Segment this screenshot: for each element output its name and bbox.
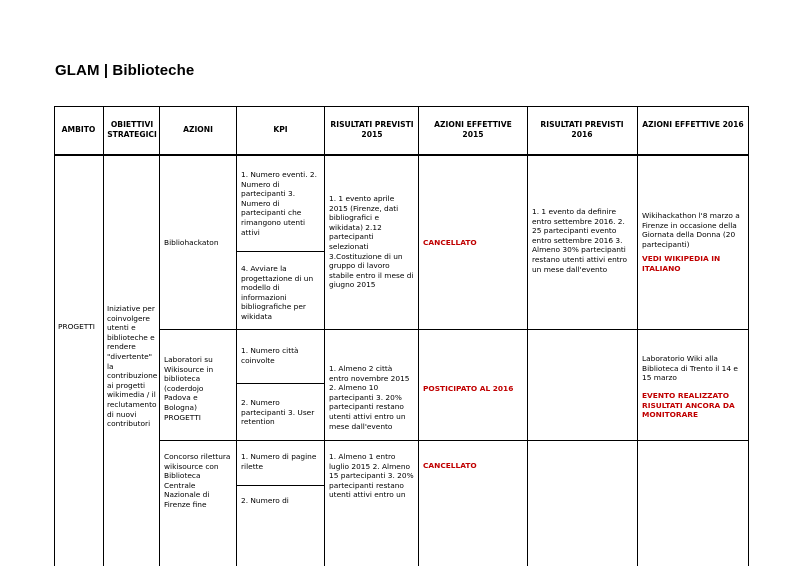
kpi-divider <box>236 251 324 252</box>
column-divider <box>103 106 104 566</box>
header-risultati-2016: RISULTATI PREVISTI 2016 <box>540 120 624 139</box>
risultati-2015-cell: 1. 1 evento aprile 2015 (Firenze, dati bibliografici e wikidata) 2.12 partecipanti selezionati 3.Costituzione di un gruppo di lavoro stabile entro il mese di giugno 2015 <box>329 194 414 290</box>
kpi-cell: 1. Numero di pagine rilette <box>241 452 317 471</box>
obiettivo-cell: Iniziative per coinvolgere utenti e biblioteche e rendere "divertente" la contribuzione ai progetti wikimedia / il reclutamento di nuovi contributori <box>107 304 158 429</box>
header-effettive-2016: AZIONI EFFETTIVE 2016 <box>642 120 744 129</box>
header-ambito: AMBITO <box>61 125 96 134</box>
header-azioni: AZIONI <box>183 125 213 134</box>
azione-cell: Laboratori su Wikisource in biblioteca (coderdojo Padova e Bologna) PROGETTI <box>164 355 214 422</box>
header-obiettivi: OBIETTIVI STRATEGICI <box>107 120 157 139</box>
status-badge: CANCELLATO <box>423 238 477 247</box>
table-border-right <box>748 106 749 566</box>
header-risultati-2015: RISULTATI PREVISTI 2015 <box>330 120 414 139</box>
page-title: GLAM | Biblioteche <box>55 62 195 79</box>
kpi-cell: 2. Numero di <box>241 496 289 505</box>
column-divider <box>324 106 325 566</box>
risultati-2015-cell: 1. Almeno 1 entro luglio 2015 2. Almeno 15 partecipanti 3. 20% partecipanti restano utenti attivi entro un <box>329 452 414 500</box>
status-note: EVENTO REALIZZATO RISULTATI ANCORA DA MONITORARE <box>642 391 735 420</box>
status-note: VEDI WIKIPEDIA IN ITALIANO <box>642 254 721 273</box>
column-divider <box>418 106 419 566</box>
kpi-cell: 2. Numero partecipanti 3. User retention <box>241 398 315 427</box>
table-border-left <box>54 106 55 566</box>
row-divider <box>159 440 749 441</box>
risultati-2015-cell: 1. Almeno 2 città entro novembre 2015 2. Almeno 10 partecipanti 3. 20% partecipanti restano utenti attivi entro un mese dall'evento <box>329 364 410 431</box>
column-divider <box>527 106 528 566</box>
status-badge: POSTICIPATO AL 2016 <box>423 384 514 393</box>
kpi-cell: 1. Numero città coinvolte <box>241 346 299 365</box>
column-divider <box>159 106 160 566</box>
ambito-cell: PROGETTI <box>58 322 95 331</box>
risultati-2016-cell: 1. 1 evento da definire entro settembre 2016. 2. 25 partecipanti evento entro settembre 2016 3. Almeno 30% partecipanti restano utenti attivi entro un mese dall'evento <box>532 207 628 274</box>
header-effettive-2015: AZIONI EFFETTIVE 2015 <box>434 120 512 139</box>
kpi-cell: 4. Avviare la progettazione di un modello di informazioni bibliografiche per wikidata <box>241 264 314 321</box>
effettive-2016-cell: Wikihackathon l'8 marzo a Firenze in occasione della Giornata della Donna (20 partecipanti) <box>642 211 740 249</box>
header-kpi: KPI <box>273 125 288 134</box>
azione-cell: Concorso rilettura wikisource con Biblioteca Centrale Nazionale di Firenze fine <box>164 452 231 509</box>
kpi-divider <box>236 383 324 384</box>
status-badge: CANCELLATO <box>423 461 477 470</box>
column-divider <box>637 106 638 566</box>
kpi-cell: 1. Numero eventi. 2. Numero di partecipanti 3. Numero di partecipanti che rimangono utenti attivi <box>241 170 317 237</box>
column-divider <box>236 106 237 566</box>
azione-cell: Bibliohackaton <box>164 238 219 247</box>
effettive-2016-cell: Laboratorio Wiki alla Biblioteca di Trento il 14 e 15 marzo <box>642 354 738 383</box>
kpi-divider <box>236 485 324 486</box>
row-divider <box>159 329 749 330</box>
